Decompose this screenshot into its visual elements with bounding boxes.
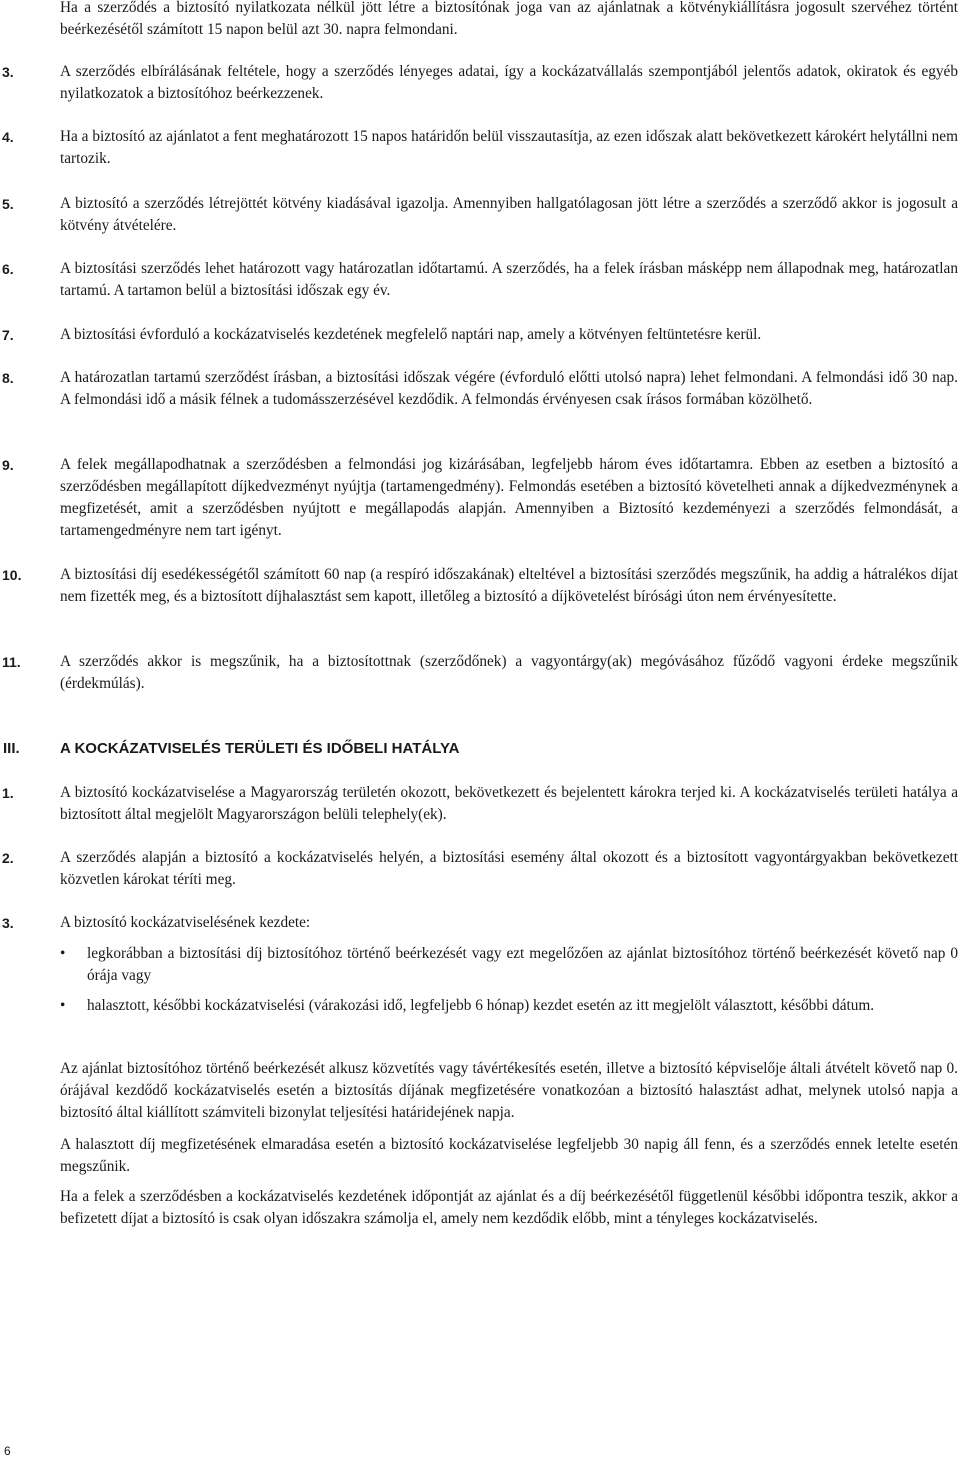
item-text: A biztosítási szerződés lehet határozott vagy határozatlan időtartamú. A szerződés, ha a felek írásban másképp nem állapodnak meg, határozatlan tartamú. A tartamon belül a biztosítási időszak egy év. [60,260,958,299]
bullet-text: legkorábban a biztosítási díj biztosítóhoz történő beérkezését vagy ezt megelőzően az ajánlat biztosítóhoz történő beérkezését követő nap 0 órája vagy [87,945,958,984]
item-text: A biztosító kockázatviselésének kezdete: [60,914,311,931]
item-number: 11. [2,654,21,670]
list-item [2,782,958,826]
list-item [2,564,958,608]
bullet-item [60,995,958,1017]
item-text: A biztosító kockázatviselése a Magyarország területén okozott, bekövetkezett és bejelentett károkra terjed ki. A kockázatviselés területi hatálya a biztosított által megjelölt Magyarországon belüli telephely(ek). [60,784,958,823]
item-text: A felek megállapodhatnak a szerződésben a felmondási jog kizárásában, legfeljebb három éves időtartamra. Ebben az esetben a biztosító a szerződésben megállapított díjkedvezményt nyújtja (tartamengedmény). Felmondás esetében a biztosító követelheti annak a díjkedvezménynek a megfizetését, amit a szerződésben nyújtott e megállapodás alapján. Amennyiben a Biztosító kezdeményezi a szerződés felmondását, a tartamengedményre nem tart igényt. [60,456,958,539]
item-number: 7. [2,327,14,343]
list-item [2,651,958,695]
page-number: 6 [4,1444,11,1458]
item-text: A biztosítási díj esedékességétől számított 60 nap (a respíró időszakának) elteltével a biztosítási szerződés megszűnik, ha addig a hátralékos díjat nem fizették meg, és a biztosított díjhalasztást sem kapott, illetőleg a biztosító a díjkövetelést bírósági úton nem érvényesítette. [60,566,958,605]
section-title: A KOCKÁZATVISELÉS TERÜLETI ÉS IDŐBELI HATÁLYA [60,740,460,757]
bullet-icon: • [60,997,66,1014]
item-number: 9. [2,457,14,473]
bullet-icon: • [60,945,66,962]
list-item [2,454,958,542]
item-number: 3. [2,64,14,80]
item-number: 6. [2,261,14,277]
list-item [2,258,958,302]
list-item [2,193,958,237]
item-text: A szerződés elbírálásának feltétele, hogy a szerződés lényeges adatai, így a kockázatvállalás szempontjából jelentős adatok, okiratok és egyéb nyilatkozatok a biztosítóhoz beérkezzenek. [60,63,958,102]
item-text: A szerződés alapján a biztosító a kockázatviselés helyén, a biztosítási esemény által okozott és a biztosított vagyontárgyakban bekövetkezett közvetlen károkat téríti meg. [60,849,958,888]
body-paragraph: A halasztott díj megfizetésének elmaradása esetén a biztosító kockázatviselése legfeljebb 30 napig áll fenn, és a szerződés ennek letelte esetén megszűnik. [60,1136,958,1175]
body-paragraph: Az ajánlat biztosítóhoz történő beérkezését alkusz közvetítés vagy távértékesítés esetén, illetve a biztosító képviselője általi átvételt követő nap 0. órájával kezdődő kockázatviselés esetén a biztosítás díjának megfizetésére vonatkozóan a biztosító halasztást adhat, melynek utolsó napja a biztosító által kiállított számviteli bizonylat teljesítési határidejének napja. [60,1060,958,1121]
item-number: 10. [2,567,22,583]
item-number: 1. [2,785,14,801]
item-number: 2. [2,850,14,866]
item-text: Ha a biztosító az ajánlatot a fent meghatározott 15 napos határidőn belül visszautasítja, az ezen időszak alatt bekövetkezett károkért helytállni nem tartozik. [60,128,958,167]
list-item [2,847,958,891]
item-text: A szerződés akkor is megszűnik, ha a biztosítottnak (szerződőnek) a vagyontárgy(ak) megóvásához fűződő vagyoni érdeke megszűnik (érdekmúlás). [60,653,958,692]
list-item [2,61,958,105]
item-text: A határozatlan tartamú szerződést írásban, a biztosítási időszak végére (évforduló előtti utolsó napra) lehet felmondani. A felmondási idő 30 nap. A felmondási idő a másik félnek a tudomásszerzésével kezdődik. A felmondás érvényesen csak írásos formában közölhető. [60,369,958,408]
item-number: 5. [2,196,14,212]
item-number: 3. [2,915,14,931]
item-number: 4. [2,129,14,145]
list-item [2,367,958,411]
intro-paragraph: Ha a szerződés a biztosító nyilatkozata nélkül jött létre a biztosítónak joga van az ajánlatnak a kötvénykiállításra jogosult szervéhez történt beérkezésétől számított 15 napon belül azt 30. napra felmondani. [60,0,958,38]
bullet-item [60,943,958,987]
body-paragraph: Ha a felek a szerződésben a kockázatviselés kezdetének időpontját az ajánlat és a díj beérkezésétől függetlenül későbbi időpontra teszik, akkor a befizetett díjat a biztosító is csak olyan időszakra számolja el, amely nem kezdődik előbb, mint a tényleges kockázatviselés. [60,1188,958,1227]
item-text: A biztosító a szerződés létrejöttét kötvény kiadásával igazolja. Amennyiben hallgatólagosan jött létre a szerződés a szerződő akkor is jogosult a kötvény átvételére. [60,195,958,234]
item-number: 8. [2,370,14,386]
item-text: A biztosítási évforduló a kockázatviselés kezdetének megfelelő naptári nap, amely a kötvényen feltüntetésre kerül. [60,326,762,343]
list-item [2,324,958,346]
list-item [2,912,958,934]
bullet-text: halasztott, későbbi kockázatviselési (várakozási idő, legfeljebb 6 hónap) kezdet esetén az itt megjelölt választott, későbbi dátum. [87,997,875,1014]
list-item [2,126,958,170]
section-number: III. [3,740,20,757]
